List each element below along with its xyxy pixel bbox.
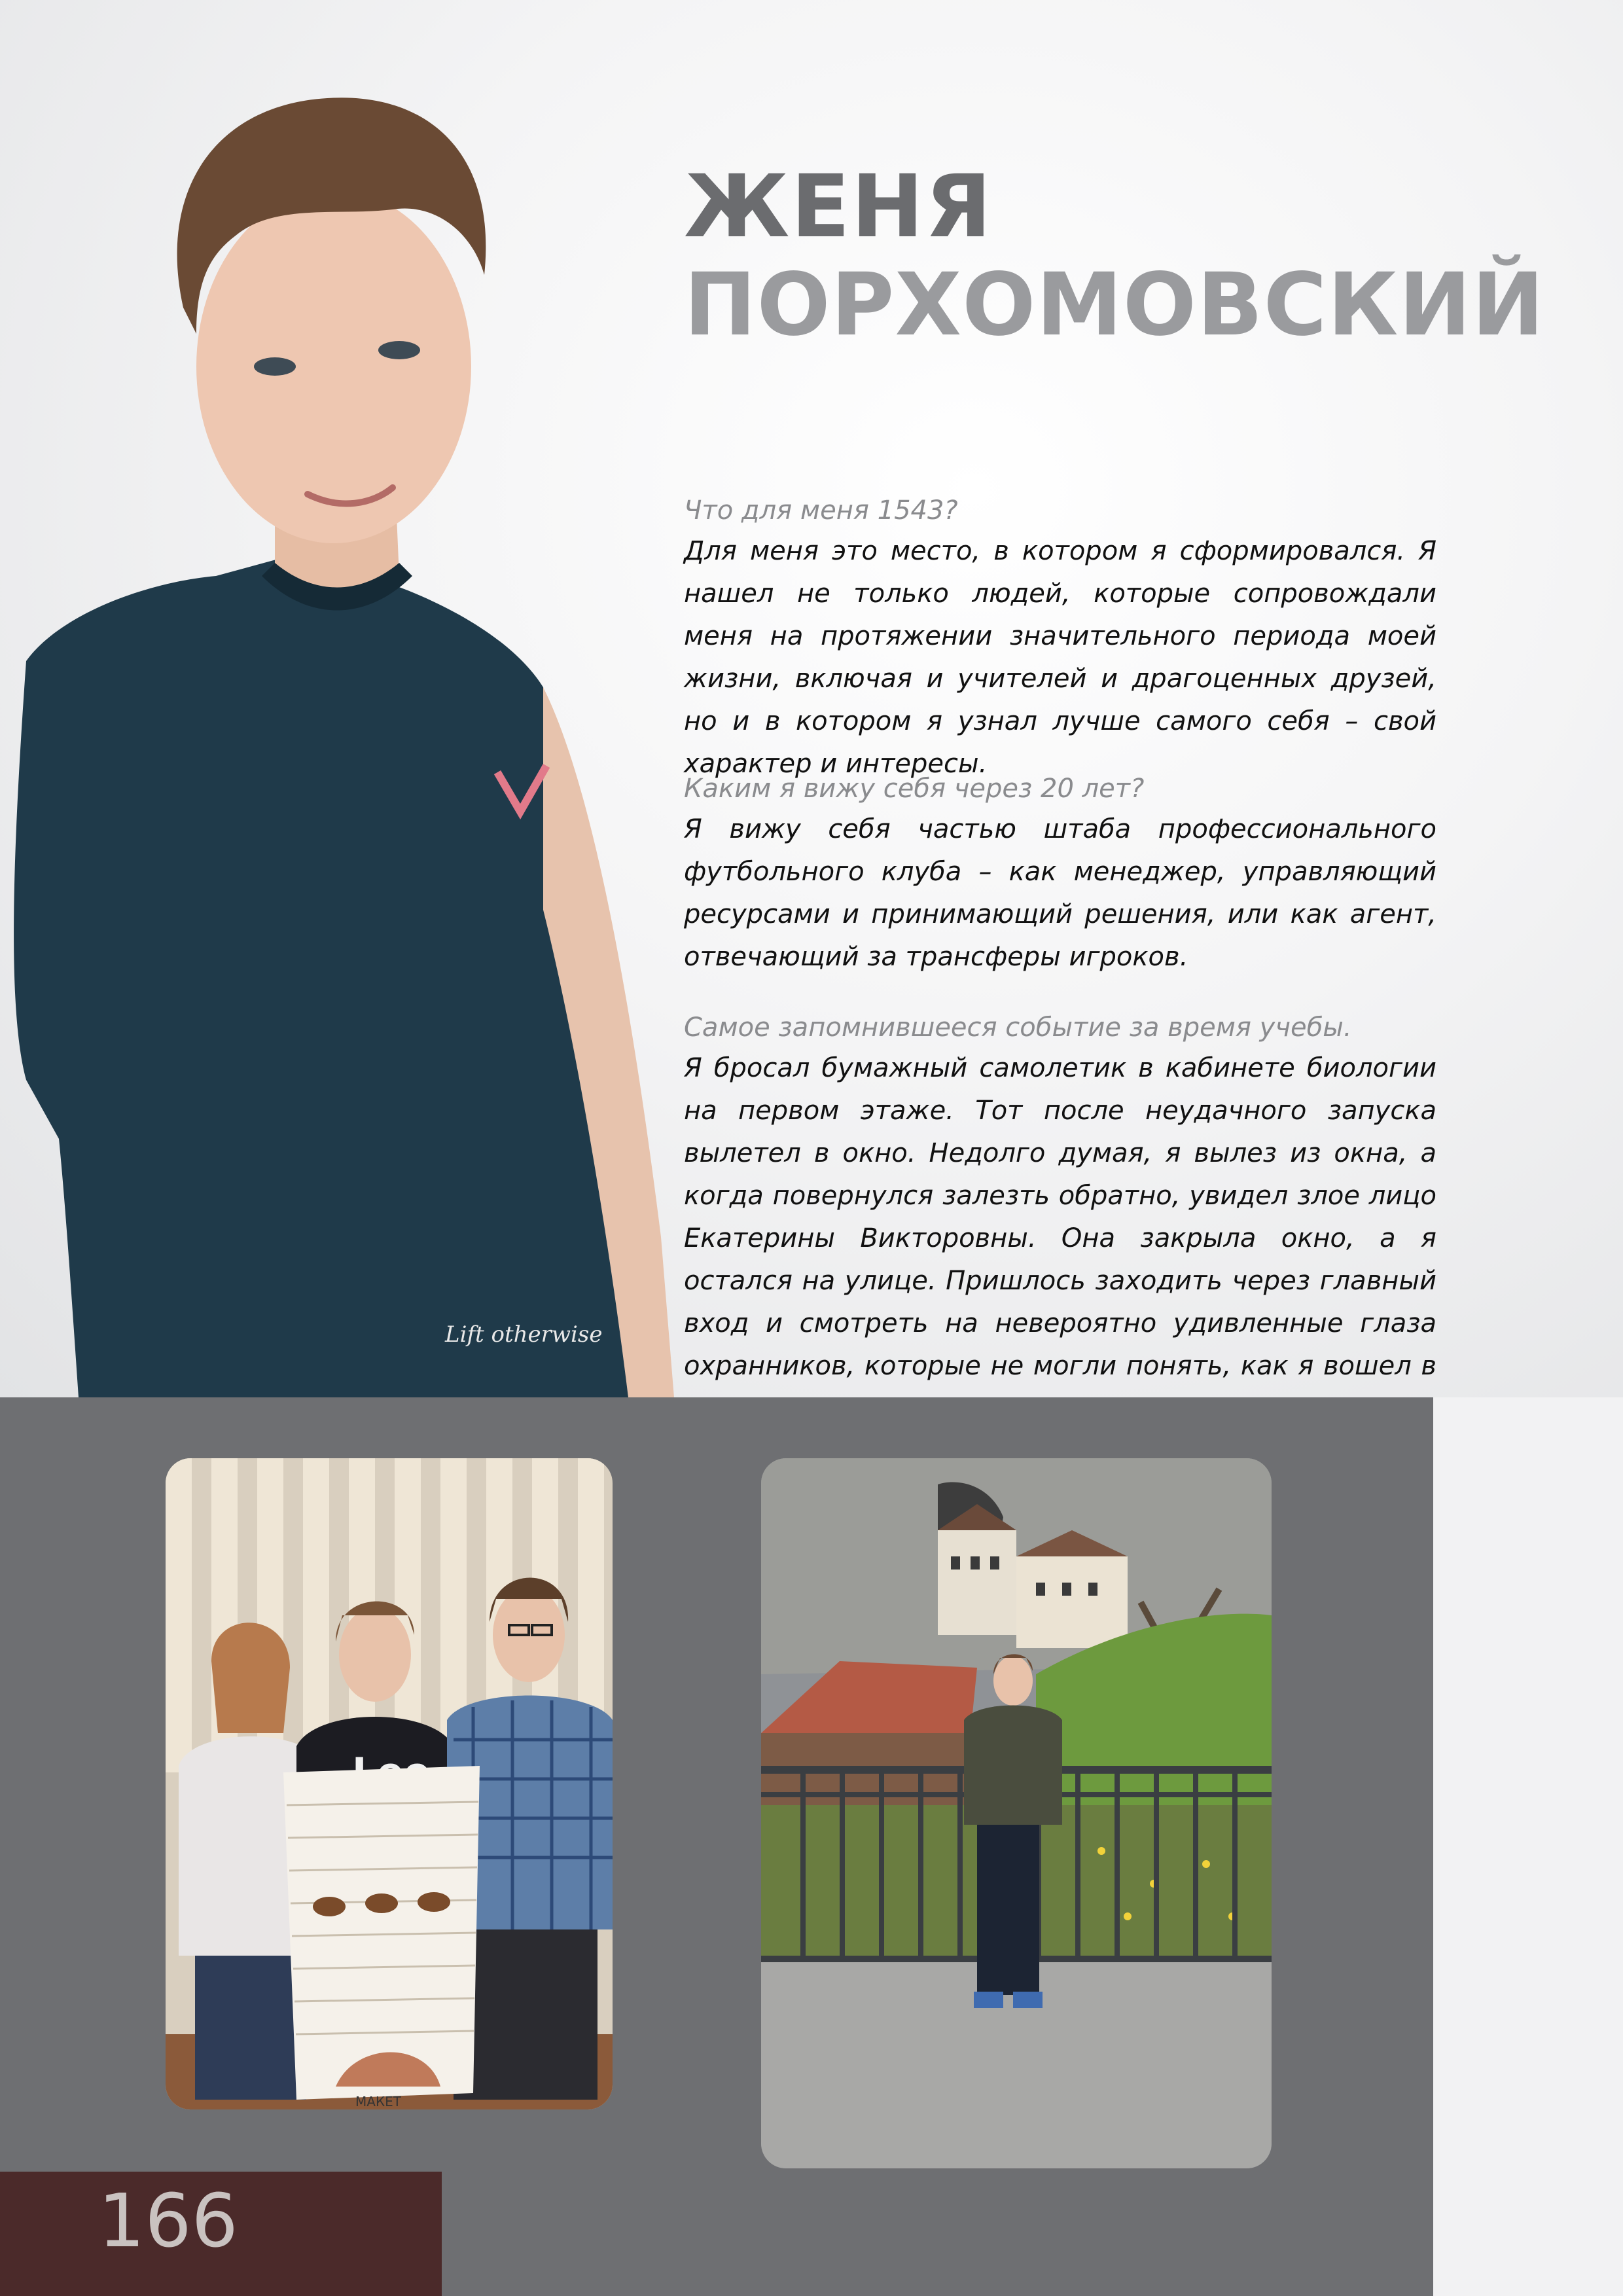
answer-3: Я бросал бумажный самолетик в кабинете биологии на первом этаже. Тот после неудачного запуска вылетел в окно. Недолго думая, я вылез из окна, а когда повернулся залезть обратно, увидел злое лицо Екатерины Викторовны. Она закрыла окно, а я остался на улице. Пришлось заходить через главный вход и смотреть на невероятно удивленные глаза охранников, которые не могли понять, как я вошел в bbox=[684, 1053, 1436, 1381]
question-3: Самое запомнившееся событие за время учебы. bbox=[684, 1013, 1352, 1043]
qa-block-1 bbox=[684, 491, 1436, 785]
portrait-photo bbox=[0, 59, 674, 1397]
qa-block-3 bbox=[684, 1008, 1436, 1430]
shirt-print-text: Lift otherwise bbox=[445, 1321, 603, 1348]
answer-2: Я вижу себя частью штаба профессионального футбольного клуба – как менеджер, управляющий ресурсами и принимающий решения, или как агент, отвечающий за трансферы игроков. bbox=[684, 814, 1436, 972]
page-number: 166 bbox=[98, 2179, 238, 2264]
castle-photo bbox=[761, 1458, 1272, 2168]
qa-block-2 bbox=[684, 769, 1436, 978]
last-name: ПОРХОМОВСКИЙ bbox=[684, 255, 1545, 355]
first-name: ЖЕНЯ bbox=[684, 156, 993, 257]
question-1: Что для меня 1543? bbox=[684, 495, 958, 526]
poster-caption: МАКЕТ bbox=[355, 2094, 401, 2109]
question-2: Каким я вижу себя через 20 лет? bbox=[684, 774, 1145, 804]
answer-1: Для меня это место, в котором я сформировался. Я нашел не только людей, которые сопровождали меня на протяжении значительного периода моей жизни, включая и учителей и драгоценных друзей, но и в котором я узнал лучше самого себя – свой характер и интересы. bbox=[684, 536, 1436, 779]
group-photo bbox=[166, 1458, 613, 2109]
